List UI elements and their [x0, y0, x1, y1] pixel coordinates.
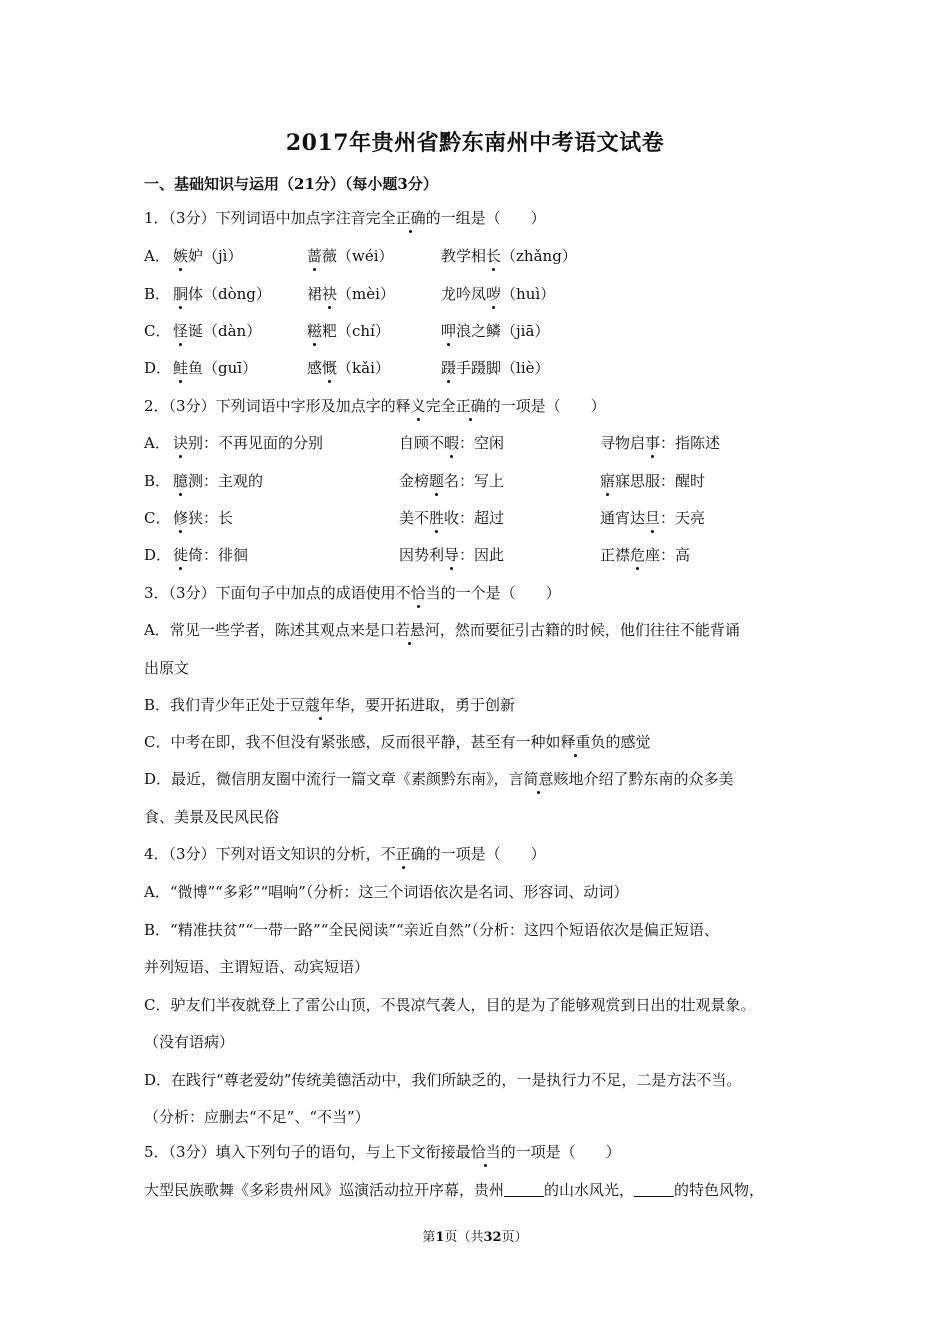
question-3-option-d: D．最近，微信朋友圈中流行一篇文章《素颜黔东南》，言简意赅地介绍了黔东南的众多美 — [144, 770, 734, 788]
question-1-stem: 1．（3分）下列词语中加点字注音完全正确的一组是（ ） — [144, 209, 546, 227]
option-label: C． — [144, 322, 171, 340]
option-word: 教学相长（zhǎng） — [441, 247, 577, 265]
option-word: 嫉妒（jì） — [173, 247, 243, 265]
fill-blank — [504, 1182, 544, 1197]
option-word: 诀别：不再见面的分别 — [173, 434, 324, 452]
question-3-option-d-cont: 食、美景及民风民俗 — [144, 808, 280, 826]
option-word: 寻物启事：指陈述 — [600, 434, 721, 452]
paper-title: 2017年贵州省黔东南州中考语文试卷 — [285, 130, 665, 156]
question-3-option-b: B．我们青少年正处于豆蔻年华，要开拓进取，勇于创新 — [144, 696, 516, 714]
question-3-option-a: A．常见一些学者，陈述其观点来是口若悬河，然而要征引古籍的时候，他们往往不能背诵 — [144, 621, 740, 639]
question-4-option-b-cont: 并列短语、主谓短语、动宾短语） — [144, 958, 370, 976]
option-word: 裙袂（mèi） — [307, 285, 395, 303]
option-label: B． — [144, 472, 171, 490]
page-footer: 第1页（共32页） — [422, 1230, 528, 1245]
question-4-option-b: B．“精准扶贫”“一带一路”“全民阅读”“亲近自然”（分析：这四个短语依次是偏正短语、 — [144, 921, 719, 939]
question-5-passage: 大型民族歌舞《多彩贵州风》巡演活动拉开序幕，贵州 的山水风光， 的特色风物， — [144, 1181, 765, 1199]
question-4-option-c: C．驴友们半夜就登上了雷公山顶，不畏凉气袭人，目的是为了能够观赏到日出的壮观景象。 — [144, 996, 756, 1014]
option-word: 美不胜收：超过 — [399, 509, 505, 527]
section-heading: 一、基础知识与运用（21分）（每小题3分） — [144, 175, 438, 193]
question-4-option-a: A．“微博”“多彩”“唱响”（分析：这三个词语依次是名词、形容词、动词） — [144, 883, 629, 901]
option-word: 臆测：主观的 — [173, 472, 264, 490]
option-word: 徙倚：徘徊 — [173, 546, 249, 564]
question-3-option-c: C．中考在即，我不但没有紧张感，反而很平静，甚至有一种如释重负的感觉 — [144, 733, 651, 751]
option-word: 自顾不暇：空闲 — [399, 434, 505, 452]
option-label: B． — [144, 285, 171, 303]
page-total: 32 — [483, 1230, 502, 1245]
question-3-option-a-cont: 出原文 — [144, 659, 190, 677]
fill-blank — [634, 1182, 674, 1197]
option-label: D． — [144, 546, 172, 564]
option-word: 因势利导：因此 — [399, 546, 505, 564]
question-4-option-c-cont: （没有语病） — [144, 1033, 235, 1051]
option-label: D． — [144, 359, 172, 377]
option-word: 蹑手蹑脚（liè） — [441, 359, 550, 377]
option-word: 修狭：长 — [173, 509, 234, 527]
option-word: 感慨（kǎi） — [307, 359, 390, 377]
option-word: 正襟危座：高 — [600, 546, 691, 564]
question-5-stem: 5．（3分）填入下列句子的语句，与上下文衔接最恰当的一项是（ ） — [144, 1143, 621, 1161]
page-number: 1 — [435, 1230, 445, 1245]
option-label: C． — [144, 509, 171, 527]
option-word: 呷浪之鳞（jiā） — [441, 322, 550, 340]
question-4-option-d-cont: （分析：应删去“不足”、“不当”） — [144, 1108, 370, 1126]
option-label: A． — [144, 434, 170, 452]
question-3-stem: 3．（3分）下面句子中加点的成语使用不恰当的一个是（ ） — [144, 584, 561, 602]
option-word: 寤寐思服：醒时 — [600, 472, 706, 490]
option-word: 通宵达旦：天亮 — [600, 509, 706, 527]
option-word: 糍粑（chí） — [307, 322, 390, 340]
option-word: 金榜题名：写上 — [399, 472, 505, 490]
option-word: 胴体（dòng） — [173, 285, 271, 303]
option-word: 龙吟凤哕（huì） — [441, 285, 556, 303]
option-word: 鲑鱼（guī） — [173, 359, 258, 377]
question-4-option-d: D．在践行“尊老爱幼”传统美德活动中，我们所缺乏的，一是执行力不足，二是方法不当。 — [144, 1071, 742, 1089]
option-word: 蔷薇（wéi） — [307, 247, 394, 265]
question-2-stem: 2．（3分）下列词语中字形及加点字的释义完全正确的一项是（ ） — [144, 397, 606, 415]
question-4-stem: 4．（3分）下列对语文知识的分析，不正确的一项是（ ） — [144, 845, 546, 863]
option-word: 怪诞（dàn） — [173, 322, 262, 340]
option-label: A． — [144, 247, 170, 265]
